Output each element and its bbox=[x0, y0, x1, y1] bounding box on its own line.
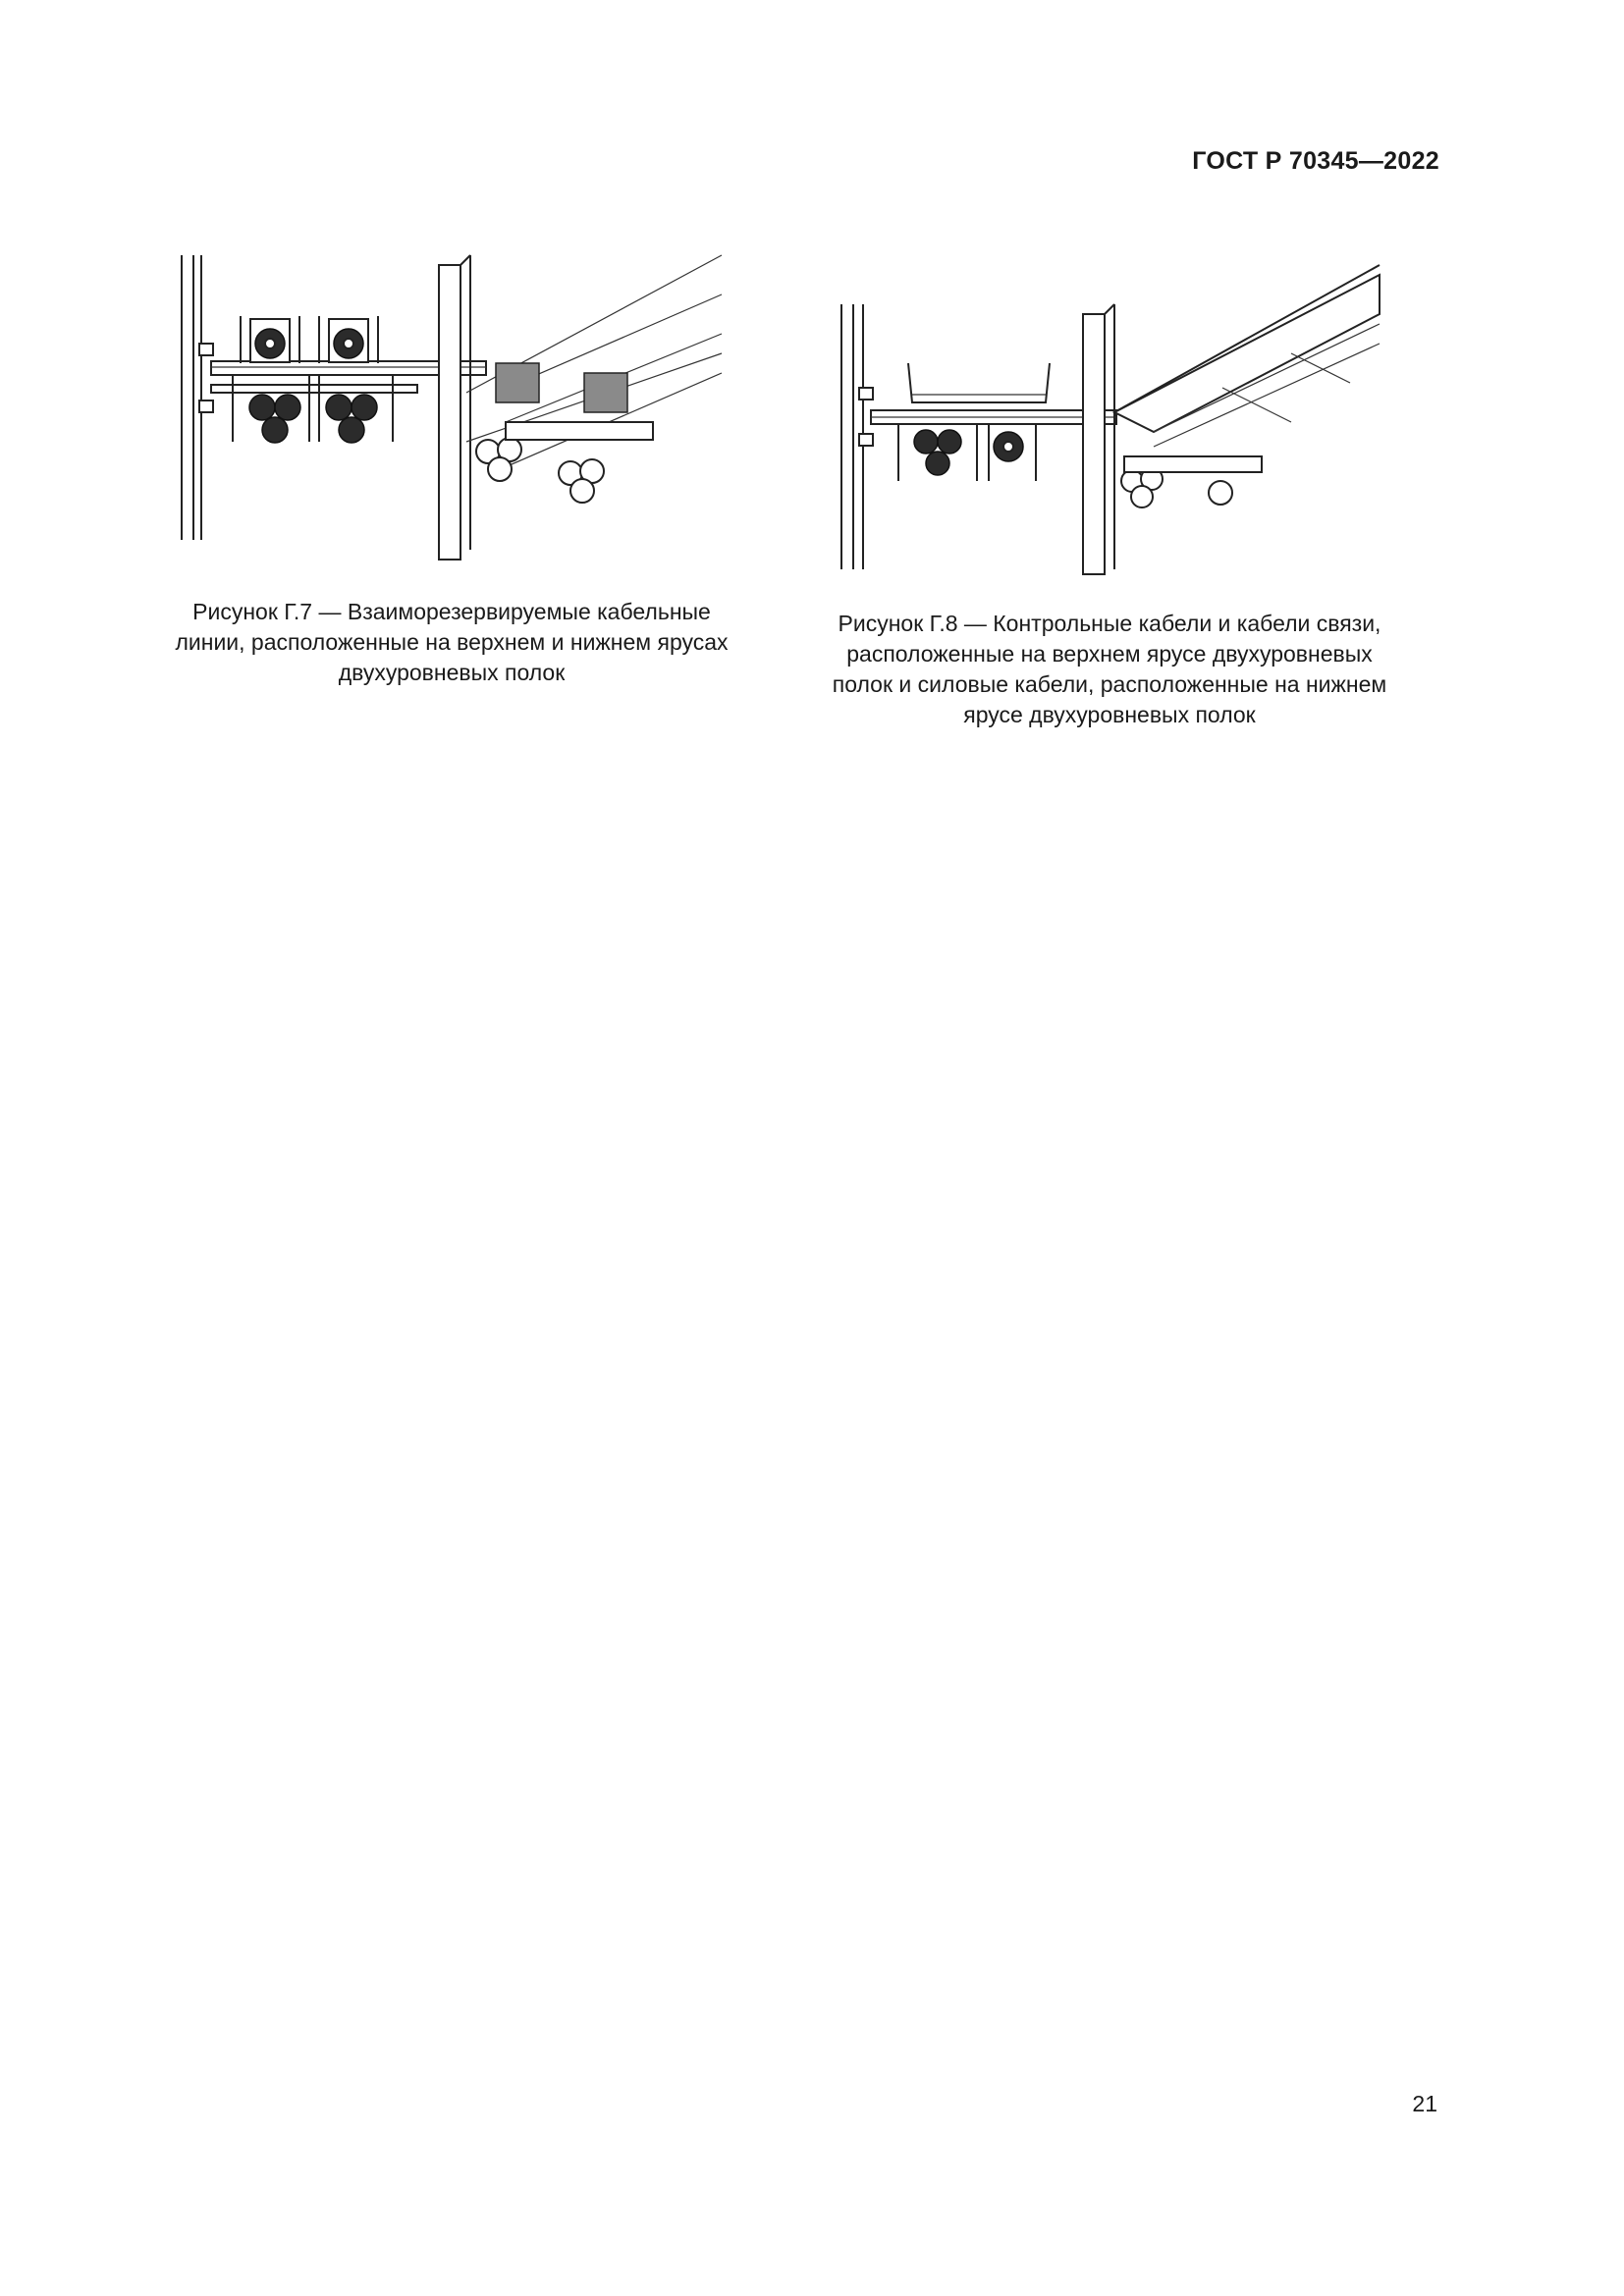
caption-line: линии, расположенные на верхнем и нижнем ярусах bbox=[175, 629, 729, 655]
cable-shelves-illustration-g8 bbox=[830, 245, 1389, 579]
figure-g8-caption bbox=[785, 609, 1434, 730]
caption-line: полок и силовые кабели, расположенные на нижнем bbox=[832, 671, 1387, 697]
page-number: 21 bbox=[1412, 2091, 1437, 2116]
figure-g7-caption bbox=[137, 597, 766, 688]
caption-line: двухуровневых полок bbox=[338, 660, 566, 685]
caption-line: ярусе двухуровневых полок bbox=[963, 702, 1256, 727]
caption-line: Рисунок Г.7 — Взаиморезервируемые кабельные bbox=[192, 599, 711, 624]
figure-g7-drawing bbox=[172, 245, 731, 569]
figure-g8-drawing bbox=[830, 245, 1389, 579]
caption-line: Рисунок Г.8 — Контрольные кабели и кабели связи, bbox=[838, 611, 1381, 636]
caption-line: расположенные на верхнем ярусе двухуровневых bbox=[846, 641, 1373, 667]
cable-shelves-illustration-g7 bbox=[172, 245, 731, 569]
document-code-header: ГОСТ Р 70345—2022 bbox=[1192, 147, 1439, 175]
